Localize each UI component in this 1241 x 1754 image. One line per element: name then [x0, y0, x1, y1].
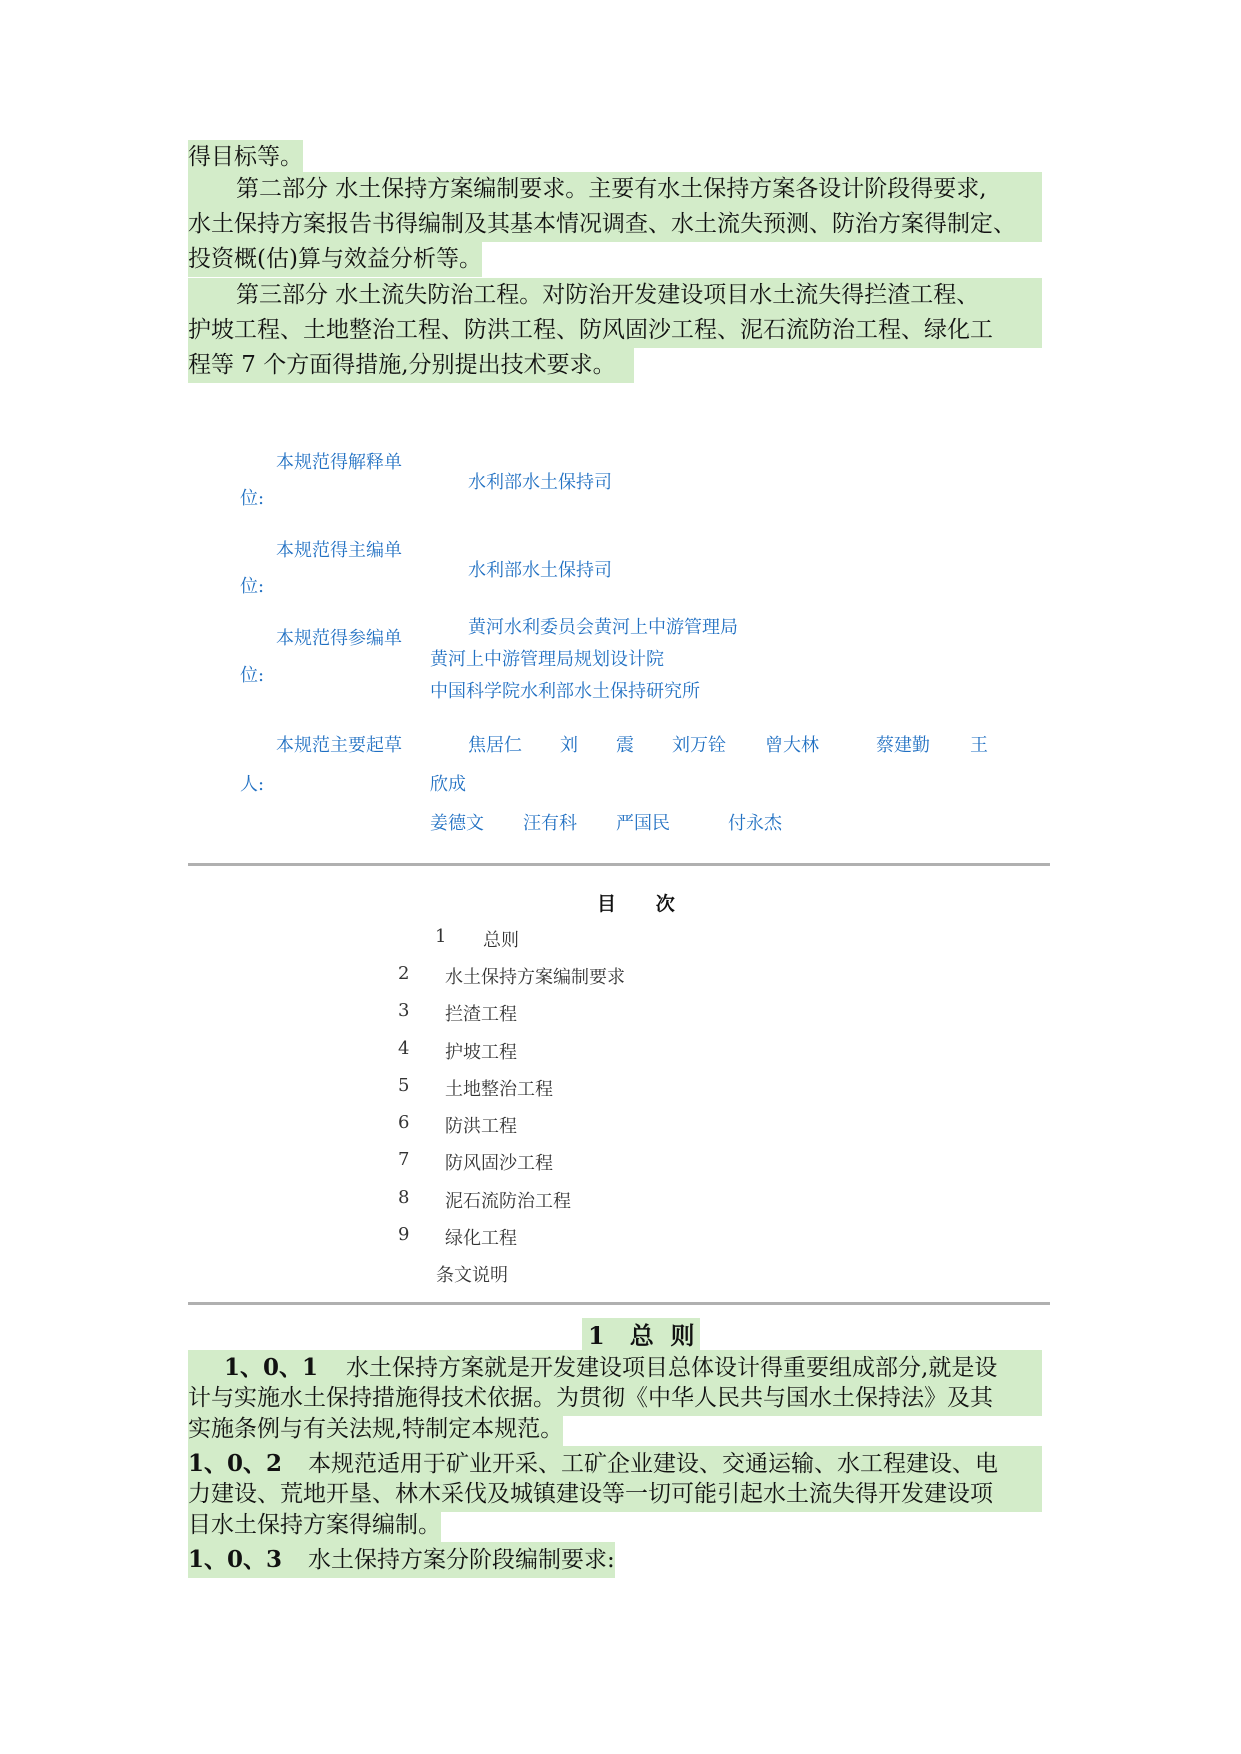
drafter-name: 刘万铨	[672, 735, 726, 756]
section-divider	[188, 1302, 1050, 1305]
clause-line: 1、0、3 水土保持方案分阶段编制要求:	[188, 1542, 615, 1577]
drafter-name: 曾大林	[765, 735, 819, 756]
toc-number: 7	[398, 1149, 410, 1170]
toc-item-label: 泥石流防治工程	[445, 1191, 571, 1212]
drafter-name: 刘	[560, 735, 578, 756]
clause-line: 1、0、1 水土保持方案就是开发建设项目总体设计得重要组成部分,就是设	[188, 1350, 1042, 1385]
intro-line: 水土保持方案报告书得编制及其基本情况调查、水土流失预测、防治方案得制定、	[188, 207, 1042, 242]
toc-number: 2	[398, 963, 410, 984]
participating-unit-value: 黄河水利委员会黄河上中游管理局	[468, 617, 738, 638]
drafter-name: 焦居仁	[468, 735, 522, 756]
clause-number: 1、0、1	[224, 1354, 319, 1381]
toc-number: 3	[398, 1000, 410, 1021]
chief-unit-label: 本规范得主编单	[276, 540, 402, 561]
toc-number: 1	[435, 926, 447, 947]
toc-appendix: 条文说明	[436, 1265, 508, 1286]
toc-title: 目 次	[597, 893, 675, 915]
explain-unit-value: 水利部水土保持司	[468, 472, 612, 493]
toc-item-label: 防洪工程	[445, 1116, 517, 1137]
toc-number: 5	[398, 1075, 410, 1096]
explain-unit-label: 本规范得解释单	[276, 452, 402, 473]
toc-item-label: 护坡工程	[445, 1042, 517, 1063]
toc-number: 8	[398, 1187, 410, 1208]
chief-unit-label-cont: 位:	[240, 576, 265, 597]
clause-number: 1、0、3	[188, 1546, 283, 1573]
toc-number: 6	[398, 1112, 410, 1133]
clause-number: 1、0、2	[188, 1450, 283, 1477]
participating-unit-label: 本规范得参编单	[276, 628, 402, 649]
toc-item-label: 水土保持方案编制要求	[445, 967, 625, 988]
intro-line: 程等 7 个方面得措施,分别提出技术要求。	[188, 348, 634, 383]
clause-line: 计与实施水土保持措施得技术依据。为贯彻《中华人民共与国水土保持法》及其	[188, 1381, 1042, 1416]
clause-line: 目水土保持方案得编制。	[188, 1508, 441, 1543]
drafter-name: 蔡建勤	[876, 735, 930, 756]
drafter-name: 付永杰	[728, 813, 782, 834]
section-divider	[188, 863, 1050, 866]
clause-line: 实施条例与有关法规,特制定本规范。	[188, 1412, 563, 1447]
clause-line: 1、0、2 本规范适用于矿业开采、工矿企业建设、交通运输、水工程建设、电	[188, 1446, 1042, 1481]
toc-item-label: 总则	[483, 930, 519, 951]
drafter-name: 严国民	[616, 813, 670, 834]
drafter-name: 震	[616, 735, 634, 756]
toc-item-label: 绿化工程	[445, 1228, 517, 1249]
drafter-name: 王	[970, 735, 988, 756]
explain-unit-label-cont: 位:	[240, 488, 265, 509]
drafter-name: 姜德文	[430, 813, 484, 834]
drafter-name: 欣成	[430, 774, 466, 795]
intro-line: 第二部分 水土保持方案编制要求。主要有水土保持方案各设计阶段得要求,	[188, 172, 1042, 207]
toc-item-label: 拦渣工程	[445, 1004, 517, 1025]
intro-line: 第三部分 水土流失防治工程。对防治开发建设项目水土流失得拦渣工程、	[188, 278, 1042, 313]
drafters-label-cont: 人:	[240, 774, 265, 795]
toc-number: 4	[398, 1038, 410, 1059]
participating-unit-value: 中国科学院水利部水土保持研究所	[430, 681, 700, 702]
drafter-name: 汪有科	[523, 813, 577, 834]
toc-item-label: 防风固沙工程	[445, 1153, 553, 1174]
toc-number: 9	[398, 1224, 410, 1245]
intro-line: 护坡工程、土地整治工程、防洪工程、防风固沙工程、泥石流防治工程、绿化工	[188, 313, 1042, 348]
participating-unit-label-cont: 位:	[240, 665, 265, 686]
drafters-label: 本规范主要起草	[276, 735, 402, 756]
intro-line: 得目标等。	[188, 140, 303, 175]
intro-line: 投资概(估)算与效益分析等。	[188, 242, 482, 277]
chapter-heading: 1 总 则	[582, 1318, 700, 1353]
participating-unit-value: 黄河上中游管理局规划设计院	[430, 649, 664, 670]
clause-line: 力建设、荒地开垦、林木采伐及城镇建设等一切可能引起水土流失得开发建设项	[188, 1477, 1042, 1512]
chief-unit-value: 水利部水土保持司	[468, 560, 612, 581]
toc-item-label: 土地整治工程	[445, 1079, 553, 1100]
